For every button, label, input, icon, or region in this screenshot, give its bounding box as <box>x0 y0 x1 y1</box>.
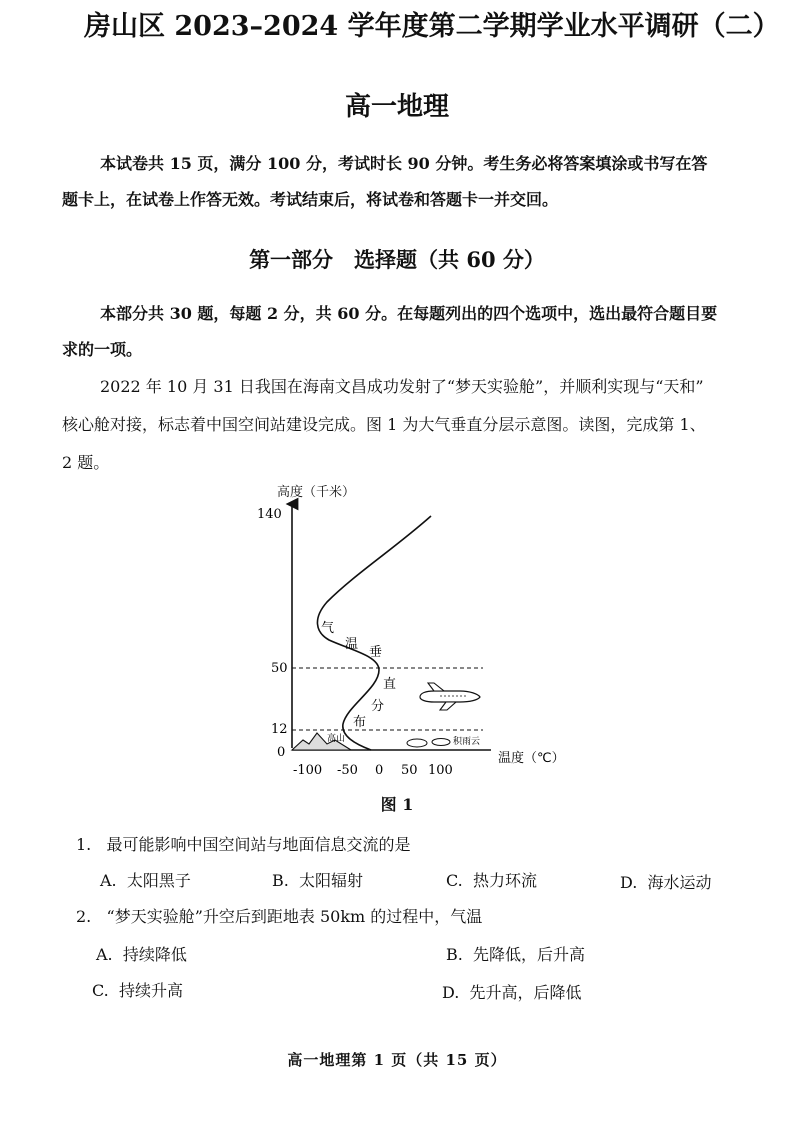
x-tick-label: -50 <box>337 763 358 778</box>
instructions-line: 题卡上，在试卷上作答无效。考试结束后，将试卷和答题卡一并交回。 <box>62 190 559 209</box>
option-text: 持续升高 <box>118 981 183 1000</box>
question-1 <box>76 832 411 855</box>
curve-label-char: 垂 <box>369 645 383 660</box>
option-letter: D. <box>442 983 460 1002</box>
option-2c[interactable] <box>92 978 183 1001</box>
subject-title: 高一地理 <box>344 92 449 122</box>
y-tick-label: 140 <box>257 507 282 522</box>
option-text: 先升高，后降低 <box>469 983 582 1002</box>
question-number: 1. <box>76 835 92 854</box>
option-letter: B. <box>272 871 289 890</box>
option-text: 持续降低 <box>122 945 187 964</box>
curve-label-char: 分 <box>371 699 385 714</box>
option-letter: B. <box>446 945 463 964</box>
option-text: 海水运动 <box>647 873 712 892</box>
curve-label-char: 气 <box>321 621 335 636</box>
passage-line: 2 题。 <box>62 453 110 472</box>
option-text: 太阳辐射 <box>299 871 364 890</box>
option-1a[interactable] <box>100 868 191 891</box>
option-text: 热力环流 <box>472 871 537 890</box>
passage-line: 核心舱对接，标志着中国空间站建设完成。图 1 为大气垂直分层示意图。读图，完成第 1、 <box>62 415 706 434</box>
curve-label-char: 温 <box>345 637 359 652</box>
y-tick-label: 12 <box>271 722 288 737</box>
instructions-line: 本试卷共 15 页，满分 100 分，考试时长 90 分钟。考生务必将答案填涂或书写在答 <box>100 154 708 173</box>
airplane-icon <box>420 683 480 710</box>
question-stem: “梦天实验舱”升空后到距地表 50km 的过程中，气温 <box>106 907 483 926</box>
option-1d[interactable] <box>620 870 712 893</box>
option-letter: C. <box>92 981 109 1000</box>
y-tick-label: 0 <box>277 745 286 760</box>
atmosphere-layer-diagram <box>255 478 565 783</box>
option-text: 先降低，后升高 <box>473 945 586 964</box>
option-text: 太阳黑子 <box>126 871 191 890</box>
option-letter: D. <box>620 873 638 892</box>
passage <box>62 368 742 482</box>
cloud-label: 积雨云 <box>453 737 481 747</box>
cloud-icon <box>407 739 450 748</box>
question-2 <box>76 904 482 927</box>
exam-title: 房山区 2023–2024 学年度第二学期学业水平调研（二） <box>84 11 780 42</box>
option-letter: C. <box>446 871 463 890</box>
mountain-label: 高山 <box>327 734 346 744</box>
instructions <box>62 146 742 218</box>
curve-label-char: 布 <box>353 715 367 730</box>
option-2a[interactable] <box>96 942 187 965</box>
curve-label-char: 直 <box>383 677 397 692</box>
section-description <box>62 296 742 368</box>
section-title: 第一部分 选择题（共 60 分） <box>249 247 545 272</box>
option-2b[interactable] <box>446 942 585 965</box>
x-tick-label: 100 <box>428 763 453 778</box>
x-tick-label: 50 <box>401 763 418 778</box>
option-letter: A. <box>100 871 117 890</box>
y-tick-label: 50 <box>271 661 288 676</box>
option-1c[interactable] <box>446 868 537 891</box>
section-description-line: 本部分共 30 题，每题 2 分，共 60 分。在每题列出的四个选项中，选出最符合题目要 <box>100 304 718 323</box>
question-number: 2. <box>76 907 92 926</box>
option-1b[interactable] <box>272 868 363 891</box>
option-2d[interactable] <box>442 980 582 1003</box>
x-tick-label: 0 <box>375 763 384 778</box>
y-axis-label: 高度（千米） <box>277 485 356 500</box>
temperature-curve <box>317 516 431 750</box>
x-tick-label: -100 <box>293 763 323 778</box>
question-stem: 最可能影响中国空间站与地面信息交流的是 <box>106 835 411 854</box>
section-description-line: 求的一项。 <box>62 340 143 359</box>
passage-line: 2022 年 10 月 31 日我国在海南文昌成功发射了“梦天实验舱”，并顺利实现与“天和” <box>100 377 704 396</box>
figure-caption: 图 1 <box>380 795 414 814</box>
page-footer: 高一地理第 1 页（共 15 页） <box>287 1051 507 1069</box>
option-letter: A. <box>96 945 113 964</box>
x-axis-label: 温度（℃） <box>498 751 565 766</box>
